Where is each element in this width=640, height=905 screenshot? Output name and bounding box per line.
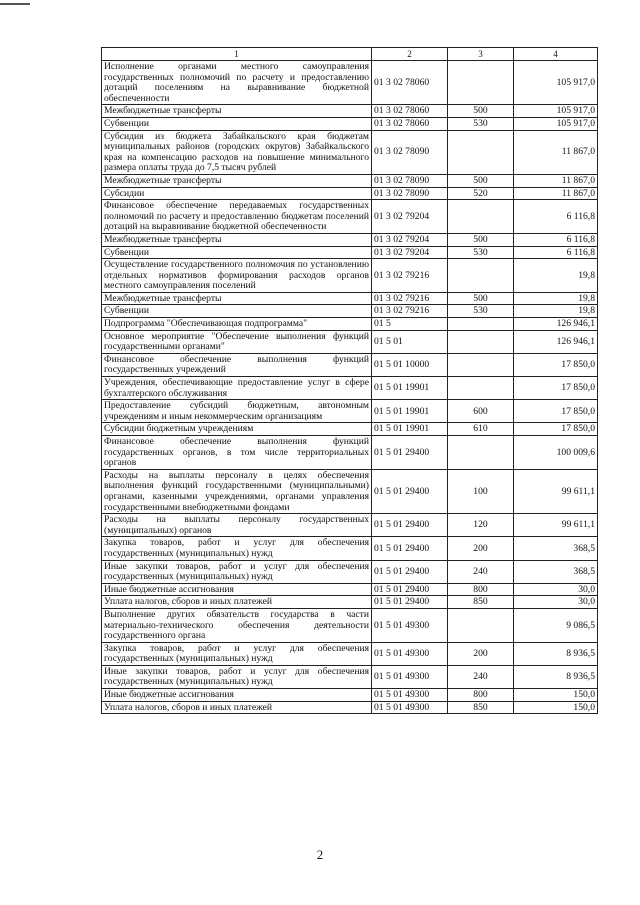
row-type-cell: 520 [448, 187, 514, 200]
row-code-cell: 01 3 02 79204 [372, 246, 448, 259]
scan-edge-mark [0, 3, 30, 5]
table-row [102, 423, 598, 436]
table-row [102, 246, 598, 259]
row-sum-cell: 126 946,1 [514, 330, 598, 353]
table-row [102, 174, 598, 187]
row-sum-cell: 6 116,8 [514, 200, 598, 234]
row-name-cell: Уплата налогов, сборов и иных платежей [102, 701, 372, 714]
row-type-cell [448, 318, 514, 331]
row-code-cell: 01 5 01 49300 [372, 608, 448, 642]
row-code-cell: 01 3 02 79216 [372, 305, 448, 318]
row-type-cell [448, 130, 514, 174]
row-type-cell: 530 [448, 305, 514, 318]
row-sum-cell: 105 917,0 [514, 105, 598, 118]
row-sum-cell: 17 850,0 [514, 423, 598, 436]
table-row [102, 377, 598, 400]
row-type-cell: 100 [448, 469, 514, 513]
row-code-cell: 01 5 01 29400 [372, 469, 448, 513]
row-name-cell: Осуществление государственного полномочия по установлению отдельных нормативов формирования расходов органов местного самоуправления поселений [102, 259, 372, 293]
row-type-cell: 120 [448, 514, 514, 537]
row-name-cell: Расходы на выплаты персоналу государственных (муниципальных) органов [102, 514, 372, 537]
row-type-cell [448, 436, 514, 470]
table-row [102, 105, 598, 118]
row-code-cell: 01 5 01 29400 [372, 514, 448, 537]
row-code-cell: 01 3 02 79216 [372, 292, 448, 305]
table-row [102, 130, 598, 174]
table-row [102, 469, 598, 513]
row-code-cell: 01 3 02 78090 [372, 130, 448, 174]
row-code-cell: 01 3 02 79204 [372, 200, 448, 234]
table-row [102, 318, 598, 331]
row-sum-cell: 99 611,1 [514, 469, 598, 513]
row-type-cell: 500 [448, 105, 514, 118]
row-sum-cell: 8 936,5 [514, 665, 598, 688]
row-sum-cell: 11 867,0 [514, 130, 598, 174]
row-sum-cell: 368,5 [514, 560, 598, 583]
row-code-cell: 01 5 01 19901 [372, 377, 448, 400]
row-code-cell: 01 5 01 29400 [372, 537, 448, 560]
row-name-cell: Учреждения, обеспечивающие предоставление услуг в сфере бухгалтерского обслуживания [102, 377, 372, 400]
table-row [102, 608, 598, 642]
row-name-cell: Межбюджетные трансферты [102, 233, 372, 246]
row-code-cell: 01 5 01 19901 [372, 423, 448, 436]
header-col-3: 3 [448, 48, 514, 61]
row-type-cell: 200 [448, 642, 514, 665]
table-row [102, 642, 598, 665]
table-row [102, 701, 598, 714]
row-type-cell: 530 [448, 117, 514, 130]
row-code-cell: 01 5 01 29400 [372, 596, 448, 609]
table-row [102, 233, 598, 246]
row-sum-cell: 150,0 [514, 689, 598, 702]
row-code-cell: 01 3 02 78060 [372, 117, 448, 130]
table-row [102, 689, 598, 702]
row-type-cell [448, 608, 514, 642]
table-row [102, 292, 598, 305]
row-name-cell: Предоставление субсидий бюджетным, автономным учреждениям и иным некоммерческим организациям [102, 400, 372, 423]
table-row [102, 436, 598, 470]
row-type-cell: 200 [448, 537, 514, 560]
row-code-cell: 01 5 01 29400 [372, 560, 448, 583]
table-body [102, 61, 598, 714]
page-number: 2 [316, 847, 324, 862]
row-code-cell: 01 3 02 78060 [372, 61, 448, 105]
row-name-cell: Расходы на выплаты персоналу в целях обеспечения выполнения функций государственными (муниципальными) органами, казенными учреждениями, органами управления государственными внебюджетными фондами [102, 469, 372, 513]
row-name-cell: Финансовое обеспечение выполнения функций государственных органов, в том числе территориальных органов [102, 436, 372, 470]
table-row [102, 560, 598, 583]
row-name-cell: Закупка товаров, работ и услуг для обеспечения государственных (муниципальных) нужд [102, 642, 372, 665]
row-sum-cell: 19,8 [514, 259, 598, 293]
row-name-cell: Субвенции [102, 117, 372, 130]
row-name-cell: Субвенции [102, 305, 372, 318]
table-row [102, 537, 598, 560]
row-name-cell: Субсидии бюджетным учреждениям [102, 423, 372, 436]
row-name-cell: Выполнение других обязательств государства в части материально-технического обеспечения деятельности государственного органа [102, 608, 372, 642]
row-type-cell: 500 [448, 174, 514, 187]
row-code-cell: 01 3 02 78090 [372, 187, 448, 200]
row-type-cell: 800 [448, 689, 514, 702]
header-col-4: 4 [514, 48, 598, 61]
row-sum-cell: 17 850,0 [514, 377, 598, 400]
row-name-cell: Подпрограмма "Обеспечивающая подпрограмма" [102, 318, 372, 331]
row-code-cell: 01 5 01 49300 [372, 689, 448, 702]
table-row [102, 353, 598, 376]
row-type-cell: 500 [448, 233, 514, 246]
row-sum-cell: 19,8 [514, 292, 598, 305]
row-code-cell: 01 5 01 49300 [372, 642, 448, 665]
row-sum-cell: 30,0 [514, 596, 598, 609]
header-col-2: 2 [372, 48, 448, 61]
row-code-cell: 01 5 01 19901 [372, 400, 448, 423]
table-row [102, 400, 598, 423]
row-type-cell [448, 330, 514, 353]
row-code-cell: 01 5 01 29400 [372, 436, 448, 470]
row-code-cell: 01 3 02 79204 [372, 233, 448, 246]
table-row [102, 259, 598, 293]
row-type-cell: 800 [448, 583, 514, 596]
row-code-cell: 01 5 [372, 318, 448, 331]
row-sum-cell: 150,0 [514, 701, 598, 714]
row-type-cell: 240 [448, 665, 514, 688]
row-sum-cell: 8 936,5 [514, 642, 598, 665]
row-sum-cell: 30,0 [514, 583, 598, 596]
row-name-cell: Иные закупки товаров, работ и услуг для обеспечения государственных (муниципальных) нужд [102, 665, 372, 688]
row-sum-cell: 100 009,6 [514, 436, 598, 470]
row-type-cell: 500 [448, 292, 514, 305]
table-row [102, 596, 598, 609]
row-sum-cell: 126 946,1 [514, 318, 598, 331]
row-name-cell: Субсидии [102, 187, 372, 200]
header-row [102, 48, 598, 61]
row-code-cell: 01 3 02 79216 [372, 259, 448, 293]
row-sum-cell: 368,5 [514, 537, 598, 560]
row-code-cell: 01 3 02 78090 [372, 174, 448, 187]
row-name-cell: Финансовое обеспечение выполнения функций государственных учреждений [102, 353, 372, 376]
row-type-cell: 530 [448, 246, 514, 259]
row-sum-cell: 105 917,0 [514, 117, 598, 130]
row-sum-cell: 17 850,0 [514, 400, 598, 423]
row-code-cell: 01 5 01 [372, 330, 448, 353]
row-type-cell [448, 377, 514, 400]
row-type-cell: 240 [448, 560, 514, 583]
header-col-1: 1 [102, 48, 372, 61]
row-code-cell: 01 3 02 78060 [372, 105, 448, 118]
table-header [102, 48, 598, 61]
table-row [102, 583, 598, 596]
row-name-cell: Иные бюджетные ассигнования [102, 689, 372, 702]
table-row [102, 305, 598, 318]
row-code-cell: 01 5 01 10000 [372, 353, 448, 376]
row-name-cell: Иные бюджетные ассигнования [102, 583, 372, 596]
budget-table [101, 47, 598, 714]
table-row [102, 514, 598, 537]
row-code-cell: 01 5 01 49300 [372, 701, 448, 714]
row-type-cell: 600 [448, 400, 514, 423]
row-type-cell: 850 [448, 701, 514, 714]
row-sum-cell: 11 867,0 [514, 174, 598, 187]
row-code-cell: 01 5 01 29400 [372, 583, 448, 596]
row-type-cell [448, 200, 514, 234]
row-type-cell: 850 [448, 596, 514, 609]
row-name-cell: Иные закупки товаров, работ и услуг для обеспечения государственных (муниципальных) нужд [102, 560, 372, 583]
row-sum-cell: 6 116,8 [514, 233, 598, 246]
row-sum-cell: 19,8 [514, 305, 598, 318]
row-name-cell: Субвенции [102, 246, 372, 259]
row-name-cell: Уплата налогов, сборов и иных платежей [102, 596, 372, 609]
row-name-cell: Межбюджетные трансферты [102, 174, 372, 187]
row-name-cell: Финансовое обеспечение передаваемых государственных полномочий по расчету и предоставлению бюджетам поселений дотаций на выравнивание бюджетной обеспеченности [102, 200, 372, 234]
row-type-cell [448, 61, 514, 105]
row-type-cell [448, 259, 514, 293]
row-type-cell [448, 353, 514, 376]
table-row [102, 330, 598, 353]
table-row [102, 61, 598, 105]
row-name-cell: Межбюджетные трансферты [102, 292, 372, 305]
row-name-cell: Межбюджетные трансферты [102, 105, 372, 118]
row-type-cell: 610 [448, 423, 514, 436]
table-row [102, 200, 598, 234]
row-sum-cell: 9 086,5 [514, 608, 598, 642]
row-sum-cell: 17 850,0 [514, 353, 598, 376]
row-sum-cell: 99 611,1 [514, 514, 598, 537]
row-code-cell: 01 5 01 49300 [372, 665, 448, 688]
table-row [102, 187, 598, 200]
row-sum-cell: 6 116,8 [514, 246, 598, 259]
row-name-cell: Основное мероприятие "Обеспечение выполнения функций государственными органами" [102, 330, 372, 353]
row-name-cell: Субсидия из бюджета Забайкальского края бюджетам муниципальных районов (городских округов) Забайкальского края на компенсацию расходов на повышение минимального размера оплаты труда до 7,5 тысяч рублей [102, 130, 372, 174]
row-name-cell: Исполнение органами местного самоуправления государственных полномочий по расчету и предоставлению дотаций поселениям на выравнивание бюджетной обеспеченности [102, 61, 372, 105]
row-name-cell: Закупка товаров, работ и услуг для обеспечения государственных (муниципальных) нужд [102, 537, 372, 560]
table-row [102, 117, 598, 130]
table-row [102, 665, 598, 688]
row-sum-cell: 11 867,0 [514, 187, 598, 200]
row-sum-cell: 105 917,0 [514, 61, 598, 105]
